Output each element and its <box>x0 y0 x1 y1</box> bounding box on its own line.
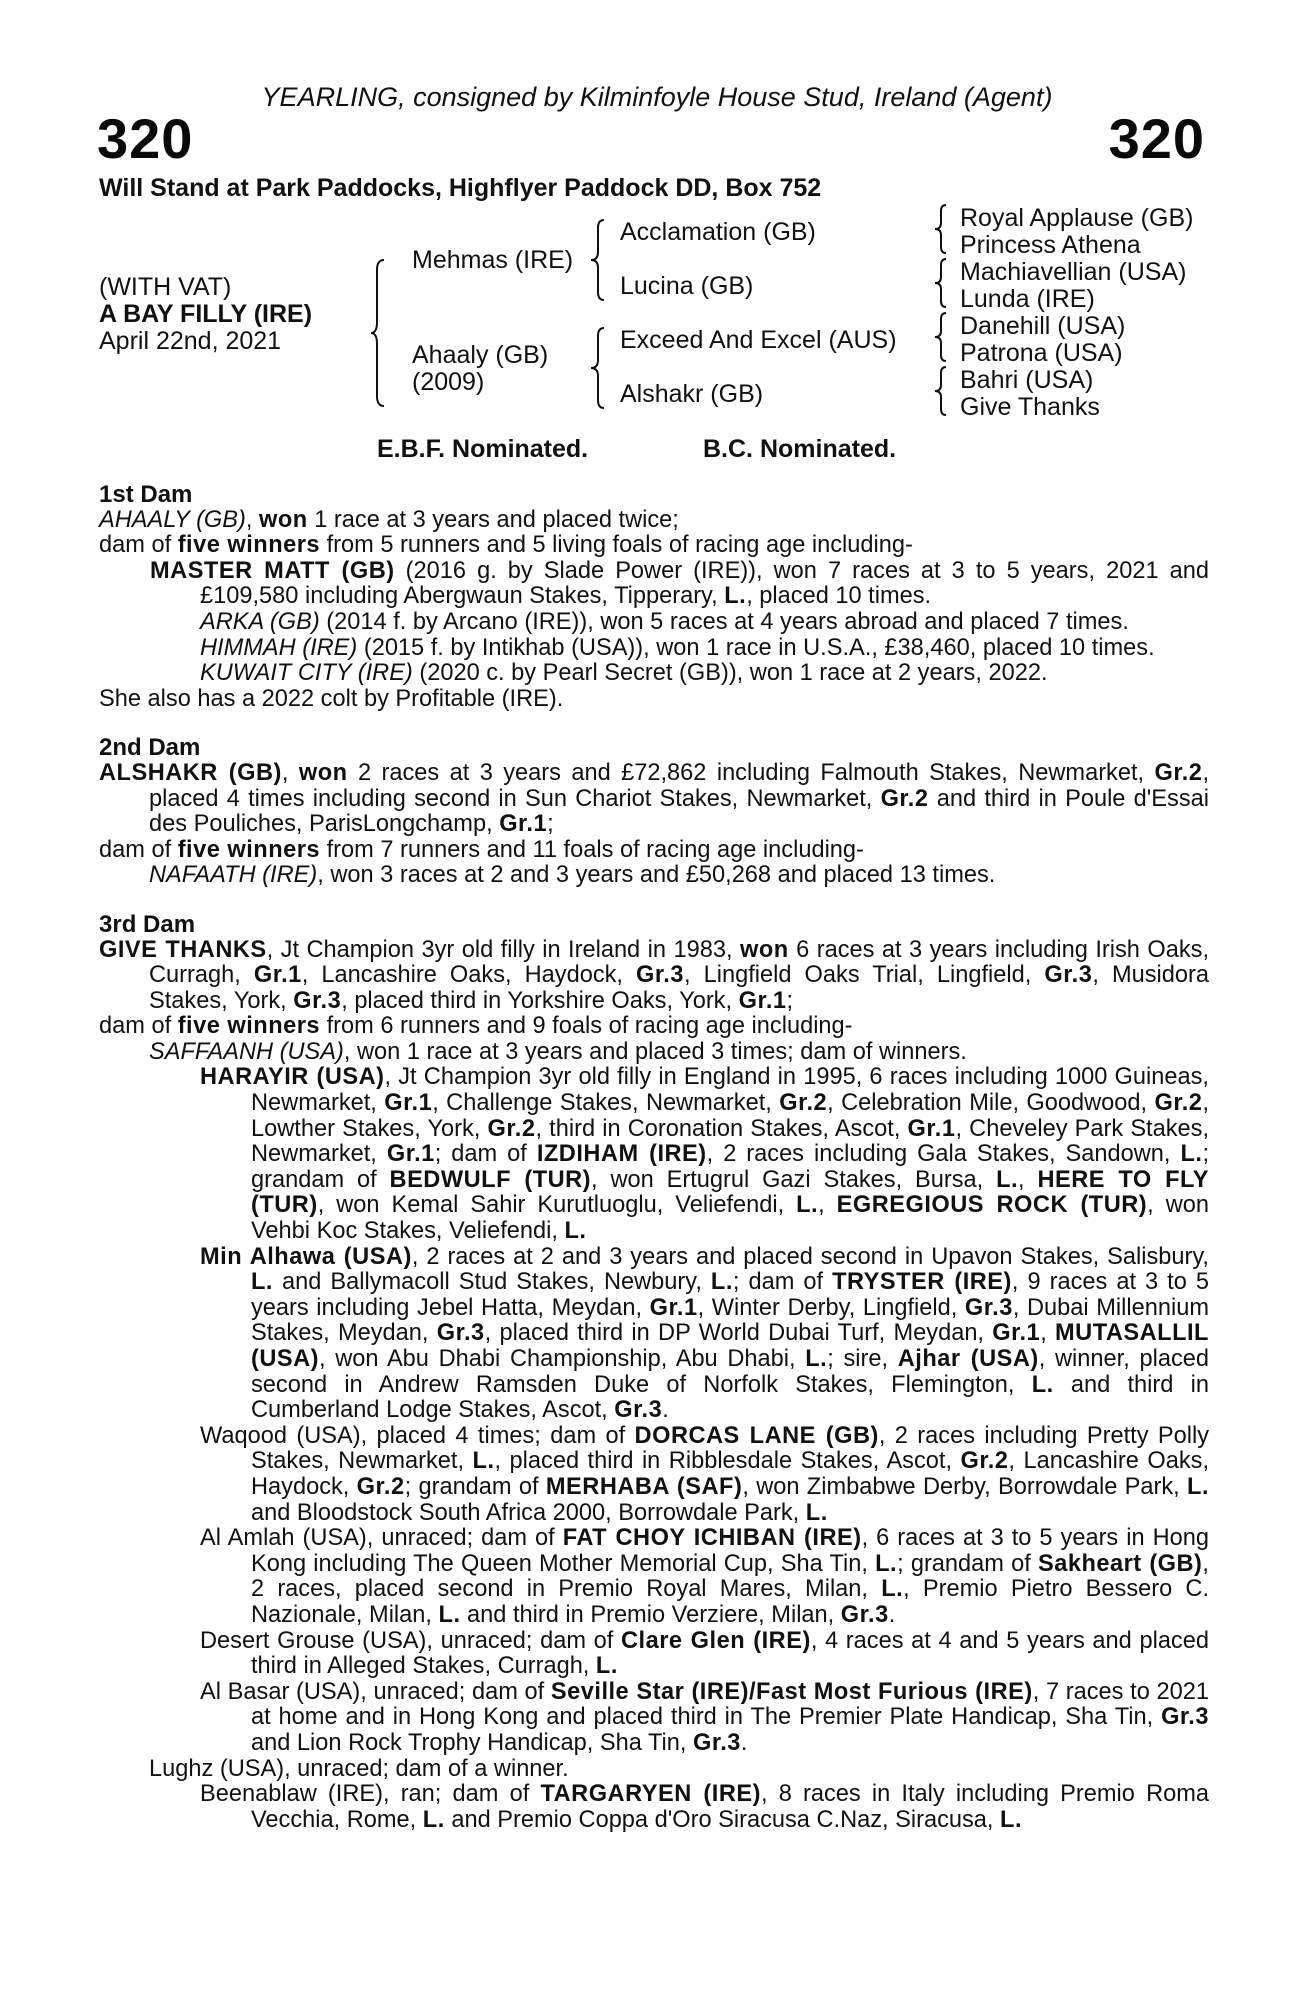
ancestor-4: Lunda (IRE) <box>960 285 1095 313</box>
produce-entry: Lughz (USA), unraced; dam of a winner. <box>149 1755 569 1782</box>
ancestor-7: Bahri (USA) <box>960 366 1094 394</box>
first-dam-text: AHAALY (GB), won 1 race at 3 years and placed twice; <box>99 506 679 533</box>
ancestor-8: Give Thanks <box>960 393 1100 421</box>
second-dam-heading: 2nd Dam <box>99 734 201 762</box>
second-dam-text: ALSHAKR (GB), won 2 races at 3 years and £72,862 including Falmouth Stakes, Newmarket, Gr.2, placed 4 times including second in Sun Chariot Stakes, Newmarket, Gr.2 and third in Poule d'Essai des Pouliches, ParisLongchamp, Gr.1; <box>99 759 1209 838</box>
produce-entry: MASTER MATT (GB) (2016 g. by Slade Power (IRE)), won 7 races at 3 to 5 years, 2021 and £109,580 including Abergwaun Stakes, Tipperary, L., placed 10 times. <box>150 557 1209 610</box>
produce-entry: Beenablaw (IRE), ran; dam of TARGARYEN (IRE), 8 races in Italy including Premio Roma Vecchia, Rome, L. and Premio Coppa d'Oro Siracusa C.Naz, Siracusa, L. <box>200 1781 1209 1833</box>
dam-name: Ahaaly (GB) <box>412 341 549 369</box>
vat-note: (WITH VAT) <box>99 273 232 301</box>
lot-number-right: 320 <box>1108 107 1205 170</box>
catalogue-body <box>99 482 1209 1833</box>
second-dam-produce-intro: dam of five winners from 7 runners and 11 foals of racing age including- <box>99 836 864 863</box>
ancestor-5: Danehill (USA) <box>960 312 1126 340</box>
brace-main <box>370 258 390 408</box>
brace-sire <box>590 218 610 302</box>
foaling-date: April 22nd, 2021 <box>99 327 282 355</box>
sire-sire: Acclamation (GB) <box>620 218 816 246</box>
third-dam-text: GIVE THANKS, Jt Champion 3yr old filly in Ireland in 1983, won 6 races at 3 years including Irish Oaks, Curragh, Gr.1, Lancashire Oaks, Haydock, Gr.3, Lingfield Oaks Trial, Lingfield, Gr.3, Musidora Stakes, York, Gr.3, placed third in Yorkshire Oaks, York, Gr.1; <box>99 936 1210 1014</box>
first-dam-produce-intro: dam of five winners from 5 runners and 5 living foals of racing age including- <box>99 532 913 559</box>
ancestor-1: Royal Applause (GB) <box>960 204 1194 232</box>
brace-dam <box>590 326 610 410</box>
brace-g12 <box>934 203 950 255</box>
produce-entry: KUWAIT CITY (IRE) (2020 c. by Pearl Secret (GB)), won 1 race at 2 years, 2022. <box>200 660 1048 687</box>
produce-entry: Min Alhawa (USA), 2 races at 2 and 3 years and placed second in Upavon Stakes, Salisbury, L. and Ballymacoll Stud Stakes, Newbury, L.; dam of TRYSTER (IRE), 9 races at 3 to 5 years including Jebel Hatta, Meydan, Gr.1, Winter Derby, Lingfield, Gr.3, Dubai Millennium Stakes, Meydan, Gr.3, placed third in DP World Dubai Turf, Meydan, Gr.1, MUTASALLIL (USA), won Abu Dhabi Championship, Abu Dhabi, L.; sire, Ajhar (USA), winner, placed second in Andrew Ramsden Duke of Norfolk Stakes, Flemington, L. and third in Cumberland Lodge Stakes, Ascot, Gr.3. <box>200 1243 1209 1424</box>
ancestor-2: Princess Athena <box>960 231 1141 259</box>
first-dam-heading: 1st Dam <box>99 481 193 508</box>
produce-entry: Waqood (USA), placed 4 times; dam of DORCAS LANE (GB), 2 races including Pretty Polly Stakes, Newmarket, L., placed third in Ribblesdale Stakes, Ascot, Gr.2, Lancashire Oaks, Haydock, Gr.2; grandam of MERHABA (SAF), won Zimbabwe Derby, Borrowdale Park, L. and Bloodstock South Africa 2000, Borrowdale Park, L. <box>200 1422 1209 1526</box>
brace-g56 <box>934 311 950 363</box>
produce-entry: Al Basar (USA), unraced; dam of Seville Star (IRE)/Fast Most Furious (IRE), 7 races to 2021 at home and in Hong Kong and placed third in The Premier Plate Handicap, Sha Tin, Gr.3 and Lion Rock Trophy Handicap, Sha Tin, Gr.3. <box>200 1678 1209 1756</box>
ancestor-6: Patrona (USA) <box>960 339 1123 367</box>
produce-entry: Al Amlah (USA), unraced; dam of FAT CHOY ICHIBAN (IRE), 6 races at 3 to 5 years in Hong Kong including The Queen Mother Memorial Cup, Sha Tin, L.; grandam of Sakheart (GB), 2 races, placed second in Premio Royal Mares, Milan, L., Premio Pietro Bessero C. Nazionale, Milan, L. and third in Premio Verziere, Milan, Gr.3. <box>200 1525 1209 1628</box>
produce-entry: NAFAATH (IRE), won 3 races at 2 and 3 years and £50,268 and placed 13 times. <box>149 862 996 889</box>
ebf-nomination: E.B.F. Nominated. <box>377 435 589 463</box>
dam-year: (2009) <box>412 368 485 396</box>
consignment-line: YEARLING, consigned by Kilminfoyle House Stud, Ireland (Agent) <box>261 82 1053 112</box>
dam-dam: Alshakr (GB) <box>620 380 764 408</box>
produce-entry: Desert Grouse (USA), unraced; dam of Clare Glen (IRE), 4 races at 4 and 5 years and placed third in Alleged Stakes, Curragh, L. <box>200 1627 1209 1680</box>
brace-g78 <box>934 365 950 417</box>
produce-note: She also has a 2022 colt by Profitable (IRE). <box>99 685 564 712</box>
ancestor-3: Machiavellian (USA) <box>960 258 1187 286</box>
third-dam-produce-intro: dam of five winners from 6 runners and 9 foals of racing age including- <box>99 1013 853 1040</box>
produce-entry: HIMMAH (IRE) (2015 f. by Intikhab (USA)), won 1 race in U.S.A., £38,460, placed 10 times. <box>200 634 1155 661</box>
horse-name: A BAY FILLY (IRE) <box>99 300 313 328</box>
stand-location: Will Stand at Park Paddocks, Highflyer Paddock DD, Box 752 <box>99 174 822 202</box>
third-dam-heading: 3rd Dam <box>99 910 196 938</box>
produce-entry: HARAYIR (USA), Jt Champion 3yr old filly in England in 1995, 6 races including 1000 Guineas, Newmarket, Gr.1, Challenge Stakes, Newmarket, Gr.2, Celebration Mile, Goodwood, Gr.2, Lowther Stakes, York, Gr.2, third in Coronation Stakes, Ascot, Gr.1, Cheveley Park Stakes, Newmarket, Gr.1; dam of IZDIHAM (IRE), 2 races including Gala Stakes, Sandown, L.; grandam of BEDWULF (TUR), won Ertugrul Gazi Stakes, Bursa, L., HERE TO FLY (TUR), won Kemal Sahir Kurutluoglu, Veliefendi, L., EGREGIOUS ROCK (TUR), won Vehbi Koc Stakes, Veliefendi, L. <box>200 1064 1210 1245</box>
sire-name: Mehmas (IRE) <box>412 246 574 274</box>
dam-sire: Exceed And Excel (AUS) <box>620 326 897 354</box>
produce-entry: ARKA (GB) (2014 f. by Arcano (IRE)), won 5 races at 4 years abroad and placed 7 times. <box>200 608 1129 635</box>
bc-nomination: B.C. Nominated. <box>703 435 897 463</box>
lot-number-left: 320 <box>97 107 194 170</box>
brace-g34 <box>934 257 950 309</box>
sire-dam: Lucina (GB) <box>620 272 754 300</box>
produce-entry: SAFFAANH (USA), won 1 race at 3 years and placed 3 times; dam of winners. <box>149 1038 967 1065</box>
